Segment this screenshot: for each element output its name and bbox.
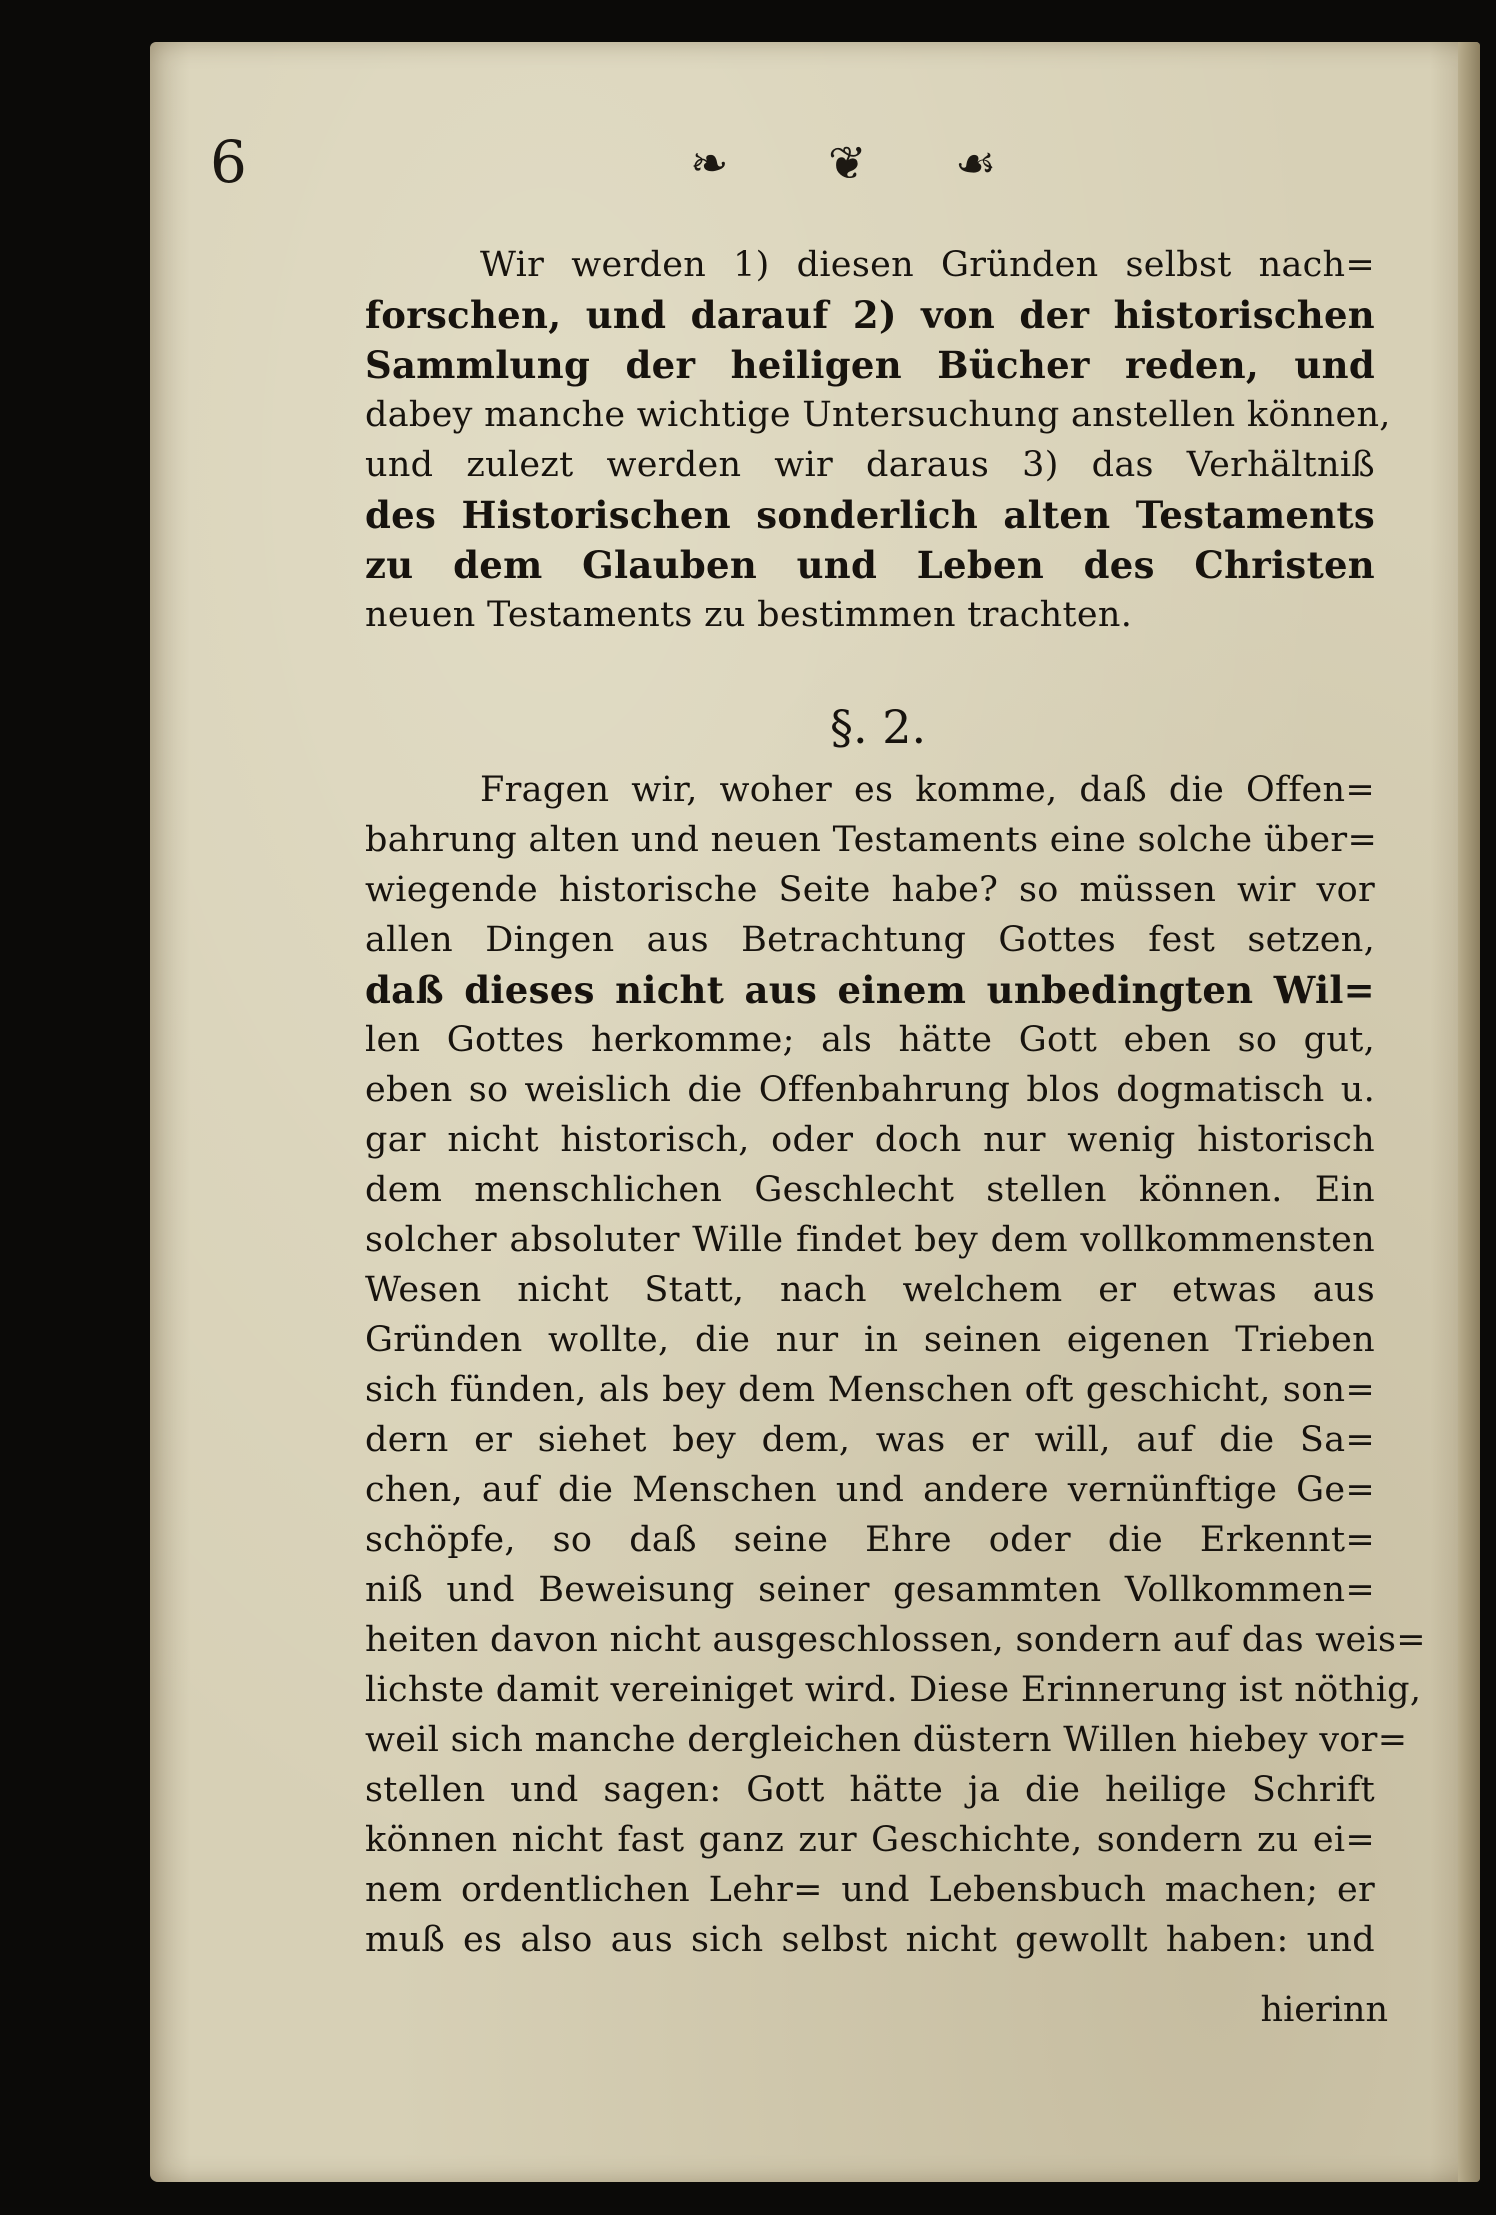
text-line: muß es also aus sich selbst nicht gewollt haben: und — [365, 1920, 1375, 1960]
text-line: weil sich manche dergleichen düstern Willen hiebey vor= — [365, 1720, 1408, 1760]
text-line: daß dieses nicht aus einem unbedingten Wil= — [365, 968, 1375, 1012]
page-header — [210, 128, 1090, 208]
text-line: forschen, und darauf 2) von der historischen — [365, 293, 1375, 337]
ornament-center-icon: ❦ — [828, 136, 867, 190]
text-line: allen Dingen aus Betrachtung Gottes fest setzen, — [365, 920, 1375, 960]
text-line: gar nicht historisch, oder doch nur wenig historisch — [365, 1120, 1375, 1160]
text-line: schöpfe, so daß seine Ehre oder die Erkennt= — [365, 1520, 1375, 1560]
text-line: neuen Testaments zu bestimmen trachten. — [365, 595, 1133, 635]
paragraph-2 — [365, 765, 1426, 1965]
text-line: nem ordentlichen Lehr= und Lebensbuch machen; er — [365, 1870, 1375, 1910]
catchword: hierinn — [1260, 1990, 1388, 2030]
text-line: Wir werden 1) diesen Gründen selbst nach= — [480, 245, 1375, 285]
text-line: Gründen wollte, die nur in seinen eigenen Trieben — [365, 1320, 1375, 1360]
text-line: des Historischen sonderlich alten Testaments — [365, 493, 1375, 537]
text-line: bahrung alten und neuen Testaments eine solche über= — [365, 820, 1378, 860]
text-line: solcher absoluter Wille findet bey dem vollkommensten — [365, 1220, 1375, 1260]
text-line: wiegende historische Seite habe? so müssen wir vor — [365, 870, 1375, 910]
text-line: dem menschlichen Geschlecht stellen können. Ein — [365, 1170, 1375, 1210]
text-line: Wesen nicht Statt, nach welchem er etwas aus — [365, 1270, 1375, 1310]
page-number: 6 — [210, 128, 247, 196]
text-line: Sammlung der heiligen Bücher reden, und — [365, 343, 1375, 387]
text-line: eben so weislich die Offenbahrung blos dogmatisch u. — [365, 1070, 1375, 1110]
text-line: stellen und sagen: Gott hätte ja die heilige Schrift — [365, 1770, 1375, 1810]
text-line: chen, auf die Menschen und andere vernünftige Ge= — [365, 1470, 1375, 1510]
text-line: len Gottes herkomme; als hätte Gott eben so gut, — [365, 1020, 1375, 1060]
page-edge — [1458, 42, 1480, 2182]
text-line: lichste damit vereiniget wird. Diese Erinnerung ist nöthig, — [365, 1670, 1422, 1710]
text-line: können nicht fast ganz zur Geschichte, sondern zu ei= — [365, 1820, 1375, 1860]
text-line: niß und Beweisung seiner gesammten Vollkommen= — [365, 1570, 1375, 1610]
section-heading: §. 2. — [830, 700, 927, 754]
ornament-right-icon: ☙ — [955, 136, 997, 190]
paragraph-1 — [365, 240, 1375, 290]
text-line: heiten davon nicht ausgeschlossen, sondern auf das weis= — [365, 1620, 1426, 1660]
text-line: und zulezt werden wir daraus 3) das Verhältniß — [365, 445, 1375, 485]
text-line: dabey manche wichtige Untersuchung anstellen können, — [365, 395, 1391, 435]
text-line: Fragen wir, woher es komme, daß die Offen= — [480, 770, 1375, 810]
text-line: sich fünden, als bey dem Menschen oft geschicht, son= — [365, 1370, 1375, 1410]
ornament-left-icon: ❧ — [690, 136, 729, 190]
text-line: dern er siehet bey dem, was er will, auf die Sa= — [365, 1420, 1375, 1460]
paragraph-1-body — [365, 290, 1391, 640]
text-line: zu dem Glauben und Leben des Christen — [365, 543, 1375, 587]
